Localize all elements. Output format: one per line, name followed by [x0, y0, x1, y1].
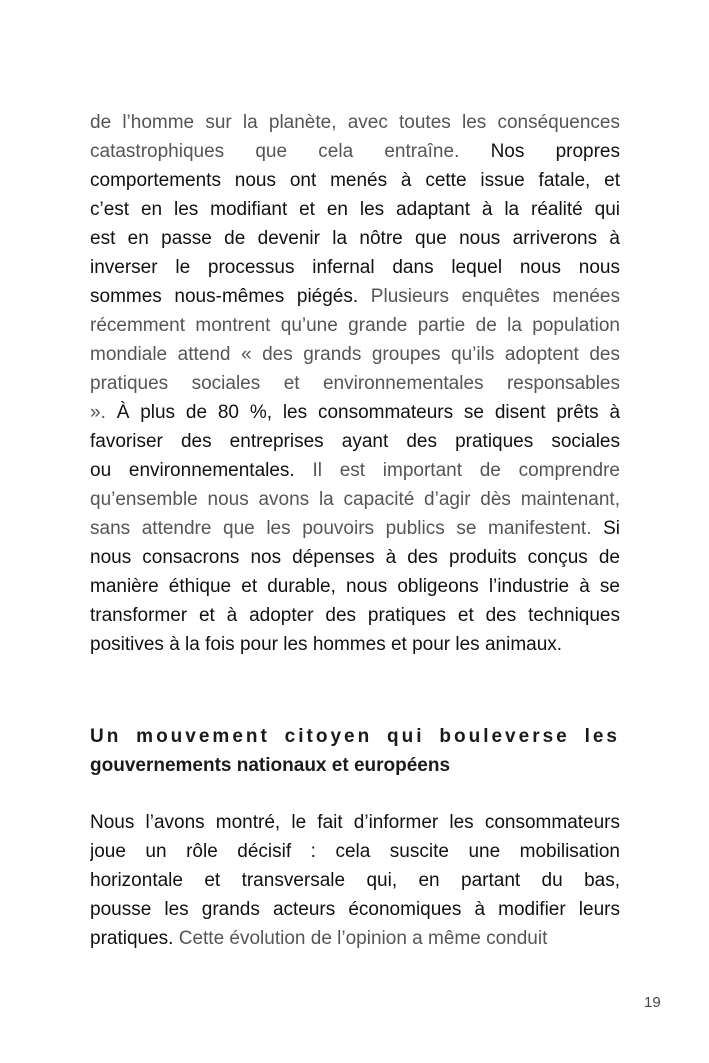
emphasized-text: pousse les grands acteurs économiques à modifier leurs: [90, 899, 620, 920]
emphasized-text: sommes nous-mêmes piégés.: [90, 286, 359, 307]
emphasized-text: est en passe de devenir la nôtre que nous arriverons à: [90, 228, 620, 249]
text-line: [90, 837, 620, 866]
regular-text: pratiques sociales et environnementales responsables: [90, 373, 620, 394]
emphasized-text: ou environnementales.: [90, 460, 295, 481]
emphasized-text: Nos propres: [490, 141, 620, 162]
text-line: [90, 514, 620, 543]
text-line: [90, 572, 620, 601]
text-line: [90, 195, 620, 224]
regular-text: de l’homme sur la planète, avec toutes les conséquences: [90, 112, 620, 133]
emphasized-text: transformer et à adopter des pratiques et des techniques: [90, 605, 620, 626]
regular-text: Il est important de comprendre: [294, 460, 620, 481]
body-paragraph-2: [90, 808, 620, 953]
text-line: [90, 427, 620, 456]
text-line: [90, 895, 620, 924]
emphasized-text: Nous l’avons montré, le fait d’informer les consommateurs: [90, 812, 620, 833]
emphasized-text: c’est en les modifiant et en les adaptant à la réalité qui: [90, 199, 620, 220]
page-number: 19: [644, 994, 661, 1011]
emphasized-text: joue un rôle décisif : cela suscite une mobilisation: [90, 841, 620, 862]
emphasized-text: positives à la fois pour les hommes et pour les animaux.: [90, 634, 563, 655]
emphasized-text: favoriser des entreprises ayant des pratiques sociales: [90, 431, 620, 452]
regular-text: Plusieurs enquêtes menées: [358, 286, 620, 307]
emphasized-text: inverser le processus infernal dans lequel nous nous: [90, 257, 620, 278]
emphasized-text: nous consacrons nos dépenses à des produits conçus de: [90, 547, 620, 568]
section-heading-line-2: gouvernements nationaux et européens: [90, 755, 451, 776]
text-line: [90, 398, 620, 427]
body-paragraph-1: [90, 108, 620, 659]
text-line: [90, 924, 620, 953]
regular-text: récemment montrent qu’une grande partie de la population: [90, 315, 620, 336]
emphasized-text: pratiques.: [90, 928, 174, 949]
regular-text: catastrophiques que cela entraîne.: [90, 141, 491, 162]
text-line: [90, 137, 620, 166]
section-heading-line-1: Un mouvement citoyen qui bouleverse les: [90, 726, 620, 747]
text-line: [90, 808, 620, 837]
text-line: [90, 224, 620, 253]
emphasized-text: Si: [603, 518, 620, 539]
text-line: [90, 485, 620, 514]
text-line: [90, 166, 620, 195]
regular-text: Cette évolution de l’opinion a même conduit: [173, 928, 548, 949]
text-line: [90, 630, 620, 659]
regular-text: qu’ensemble nous avons la capacité d’agir dès maintenant,: [90, 489, 620, 510]
text-line: [90, 311, 620, 340]
text-line: [90, 282, 620, 311]
emphasized-text: comportements nous ont menés à cette issue fatale, et: [90, 170, 620, 191]
regular-text: mondiale attend « des grands groupes qu’ils adoptent des: [90, 344, 620, 365]
text-line: [90, 601, 620, 630]
text-line: [90, 866, 620, 895]
emphasized-text: manière éthique et durable, nous obligeons l’industrie à se: [90, 576, 620, 597]
text-line: [90, 543, 620, 572]
regular-text: sans attendre que les pouvoirs publics se manifestent.: [90, 518, 604, 539]
section-heading: [90, 722, 620, 780]
emphasized-text: À plus de 80 %, les consommateurs se disent prêts à: [116, 402, 620, 423]
emphasized-text: horizontale et transversale qui, en partant du bas,: [90, 870, 620, 891]
text-line: [90, 108, 620, 137]
text-line: [90, 456, 620, 485]
regular-text: ».: [90, 402, 117, 423]
text-line: [90, 253, 620, 282]
text-line: [90, 369, 620, 398]
text-line: [90, 340, 620, 369]
